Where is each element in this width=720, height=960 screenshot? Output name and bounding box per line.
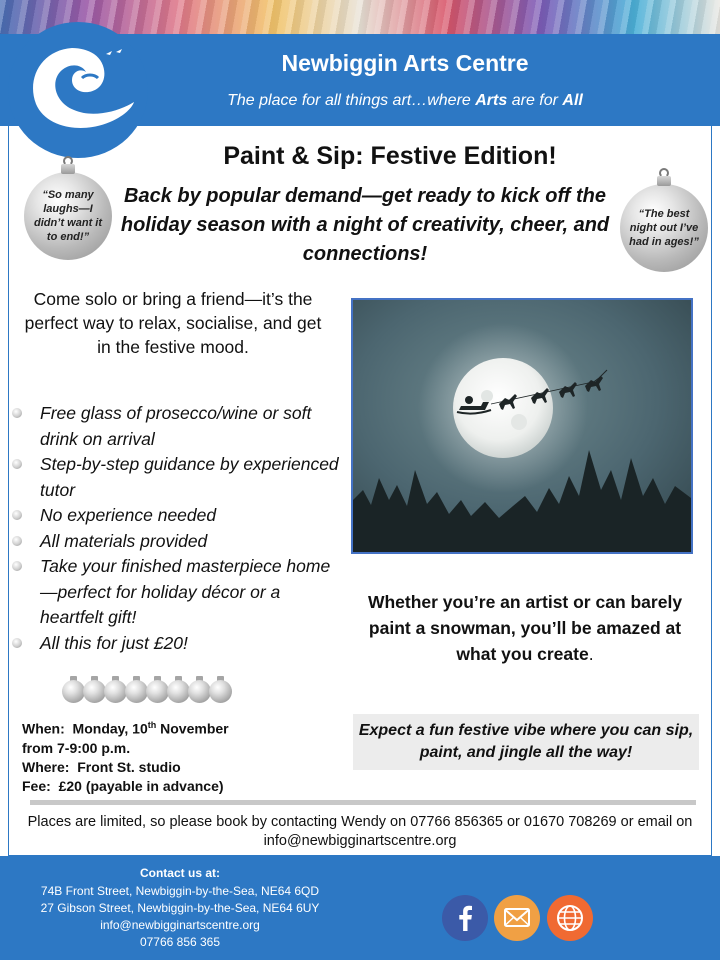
list-item: Step-by-step guidance by experienced tutor — [10, 452, 345, 503]
time-line: from 7-9:00 p.m. — [22, 739, 131, 756]
email-icon — [494, 895, 540, 941]
testimonial-left: “So many laughs—I didn’t want it to end!” — [33, 189, 103, 243]
tagline: The place for all things art…where Arts are for All — [227, 92, 583, 109]
when-line: When: Monday, 10th November — [22, 720, 229, 737]
ornament-cap — [657, 176, 671, 186]
list-item: No experience needed — [10, 503, 345, 529]
org-name: Newbiggin Arts Centre — [281, 50, 529, 76]
list-item: Free glass of prosecco/wine or soft drink on arrival — [10, 401, 345, 452]
santa-sleigh-moon-image — [353, 300, 691, 552]
festive-vibe-box: Expect a fun festive vibe where you can sip, paint, and jingle all the way! — [353, 714, 699, 770]
where-line: Where: Front St. studio — [22, 758, 181, 775]
list-item: All this for just £20! — [10, 631, 345, 657]
facebook-icon — [442, 895, 488, 941]
bauble-divider — [62, 676, 230, 702]
bauble-icon — [167, 676, 190, 702]
bauble-icon — [83, 676, 106, 702]
fee-line: Fee: £20 (payable in advance) — [22, 777, 224, 794]
event-subtitle: Back by popular demand—get ready to kick off the holiday season with a night of creativity, cheer, and connections! — [120, 185, 610, 265]
bauble-icon — [209, 676, 232, 702]
event-title: Paint & Sip: Festive Edition! — [223, 142, 557, 170]
bauble-icon — [104, 676, 127, 702]
address-line: 27 Gibson Street, Newbiggin-by-the-Sea, NE64 6UY — [40, 901, 320, 915]
feature-list — [10, 401, 345, 656]
santa-moon-illustration — [351, 298, 693, 554]
bauble-bullet-icon — [12, 459, 22, 469]
bauble-bullet-icon — [12, 536, 22, 546]
phone-line: 07766 856 365 — [139, 935, 221, 949]
bauble-icon — [125, 676, 148, 702]
facebook-button[interactable] — [442, 895, 488, 941]
globe-icon — [547, 895, 593, 941]
contact-lines — [10, 883, 350, 951]
list-item: All materials provided — [10, 529, 345, 555]
bauble-bullet-icon — [12, 408, 22, 418]
email-button[interactable] — [494, 895, 540, 941]
email-line: info@newbigginartscentre.org — [100, 918, 260, 932]
contact-title: Contact us at: — [139, 866, 220, 880]
testimonial-right: “The best night out I’ve had in ages!” — [629, 208, 699, 248]
intro-text: Come solo or bring a friend—it’s the perfect way to relax, socialise, and get in the festive mood. — [24, 289, 322, 357]
website-button[interactable] — [547, 895, 593, 941]
list-item: Take your finished masterpiece home—perfect for holiday décor or a heartfelt gift! — [10, 554, 345, 631]
event-details — [22, 716, 322, 796]
bauble-icon — [62, 676, 85, 702]
bauble-bullet-icon — [12, 638, 22, 648]
bauble-bullet-icon — [12, 510, 22, 520]
ornament-cap — [61, 164, 75, 174]
bauble-icon — [188, 676, 211, 702]
bauble-bullet-icon — [12, 561, 22, 571]
quote-ornament-right — [620, 184, 708, 272]
section-divider — [30, 800, 696, 805]
address-line: 74B Front Street, Newbiggin-by-the-Sea, NE64 6QD — [40, 884, 320, 898]
artist-text: Whether you’re an artist or can barely paint a snowman, you’ll be amazed at what you create. — [367, 592, 683, 664]
booking-info: Places are limited, so please book by contacting Wendy on 07766 856365 or 01670 708269 or email on info@newbigginartscentre.org — [27, 814, 693, 849]
quote-ornament-left — [24, 172, 112, 260]
bauble-icon — [146, 676, 169, 702]
